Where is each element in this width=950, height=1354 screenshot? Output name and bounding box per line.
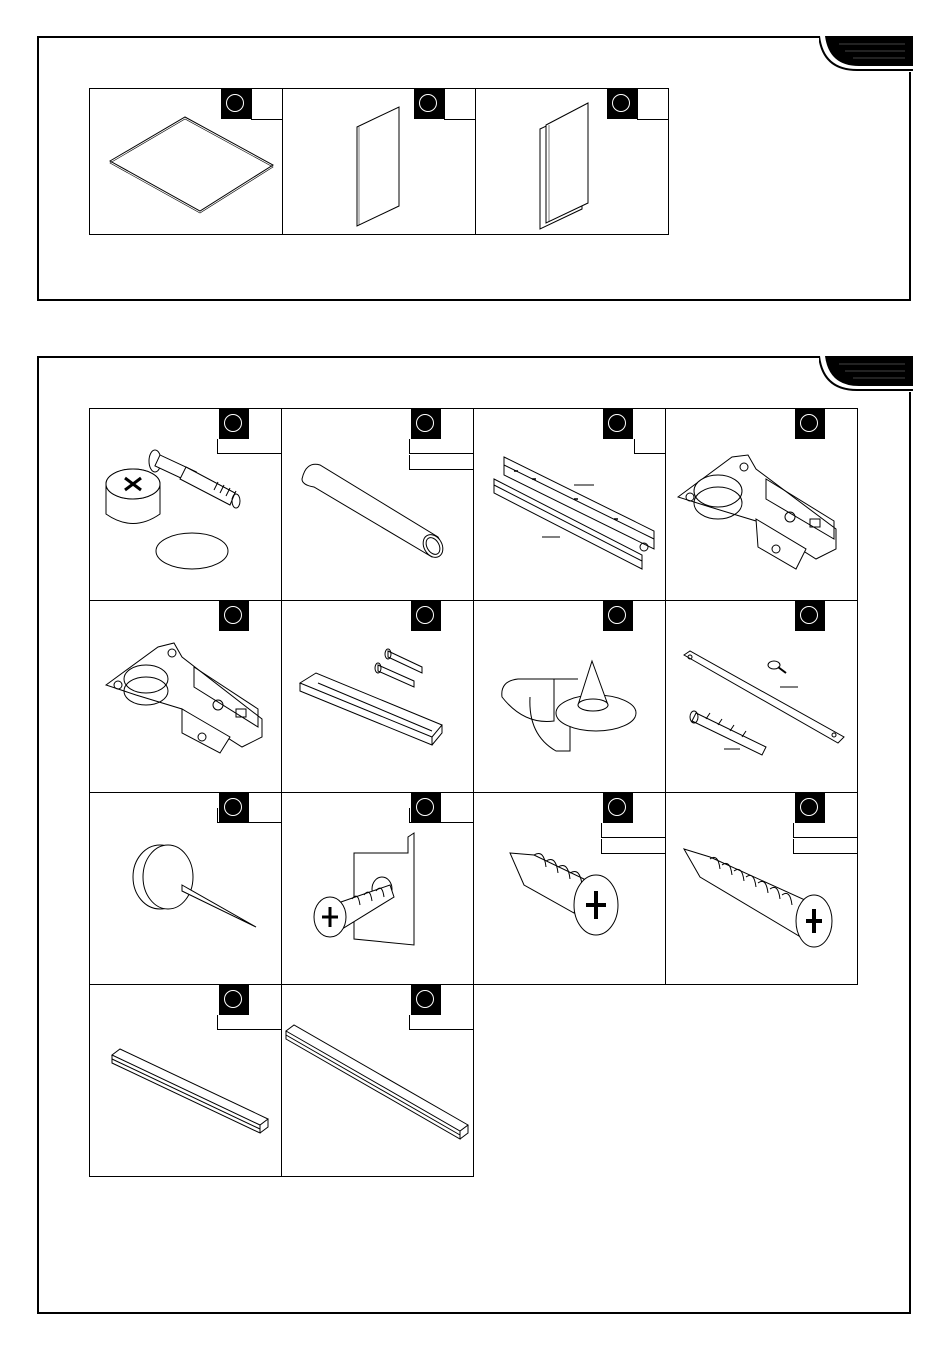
drawer-slide-icon (474, 409, 666, 601)
section-tab-icon (819, 356, 913, 392)
connector-strip-icon (282, 985, 474, 1177)
panels-section (37, 36, 911, 301)
part-cell-short-screw[interactable] (473, 792, 666, 985)
connector-strip-icon (90, 985, 282, 1177)
part-cell-double-panel[interactable] (475, 88, 669, 235)
part-cell-square-panel[interactable] (89, 88, 283, 235)
part-cell-shelf-support[interactable] (473, 600, 666, 793)
section-tab-bottom (819, 356, 913, 392)
handle-icon (282, 601, 474, 793)
hinge-icon (666, 409, 858, 601)
part-cell-hinge-screw[interactable] (281, 792, 474, 985)
part-cell-cam-lock-set[interactable] (89, 408, 282, 601)
hardware-section (37, 356, 911, 1314)
part-cell-drawer-slide[interactable] (473, 408, 666, 601)
wall-anchor-icon (666, 601, 858, 793)
hinge-screw-icon (282, 793, 474, 985)
part-cell-long-screw[interactable] (665, 792, 858, 985)
section-tab-top (819, 36, 913, 72)
shelf-support-icon (474, 601, 666, 793)
part-cell-glide-nail[interactable] (89, 792, 282, 985)
dowel-icon (282, 409, 474, 601)
part-cell-long-connector-strip[interactable] (281, 984, 474, 1177)
short-screw-icon (474, 793, 666, 985)
single-panel-icon (283, 89, 476, 235)
part-cell-hinge-b[interactable] (89, 600, 282, 793)
part-cell-wall-anchor-strap[interactable] (665, 600, 858, 793)
part-cell-handle[interactable] (281, 600, 474, 793)
section-tab-icon (819, 36, 913, 72)
long-screw-icon (666, 793, 858, 985)
part-cell-wood-dowel[interactable] (281, 408, 474, 601)
cam-lock-icon (90, 409, 282, 601)
part-cell-hinge-a[interactable] (665, 408, 858, 601)
hinge-icon (90, 601, 282, 793)
part-cell-single-panel[interactable] (282, 88, 476, 235)
glide-nail-icon (90, 793, 282, 985)
square-panel-icon (90, 89, 283, 235)
double-panel-icon (476, 89, 669, 235)
part-cell-short-connector-strip[interactable] (89, 984, 282, 1177)
